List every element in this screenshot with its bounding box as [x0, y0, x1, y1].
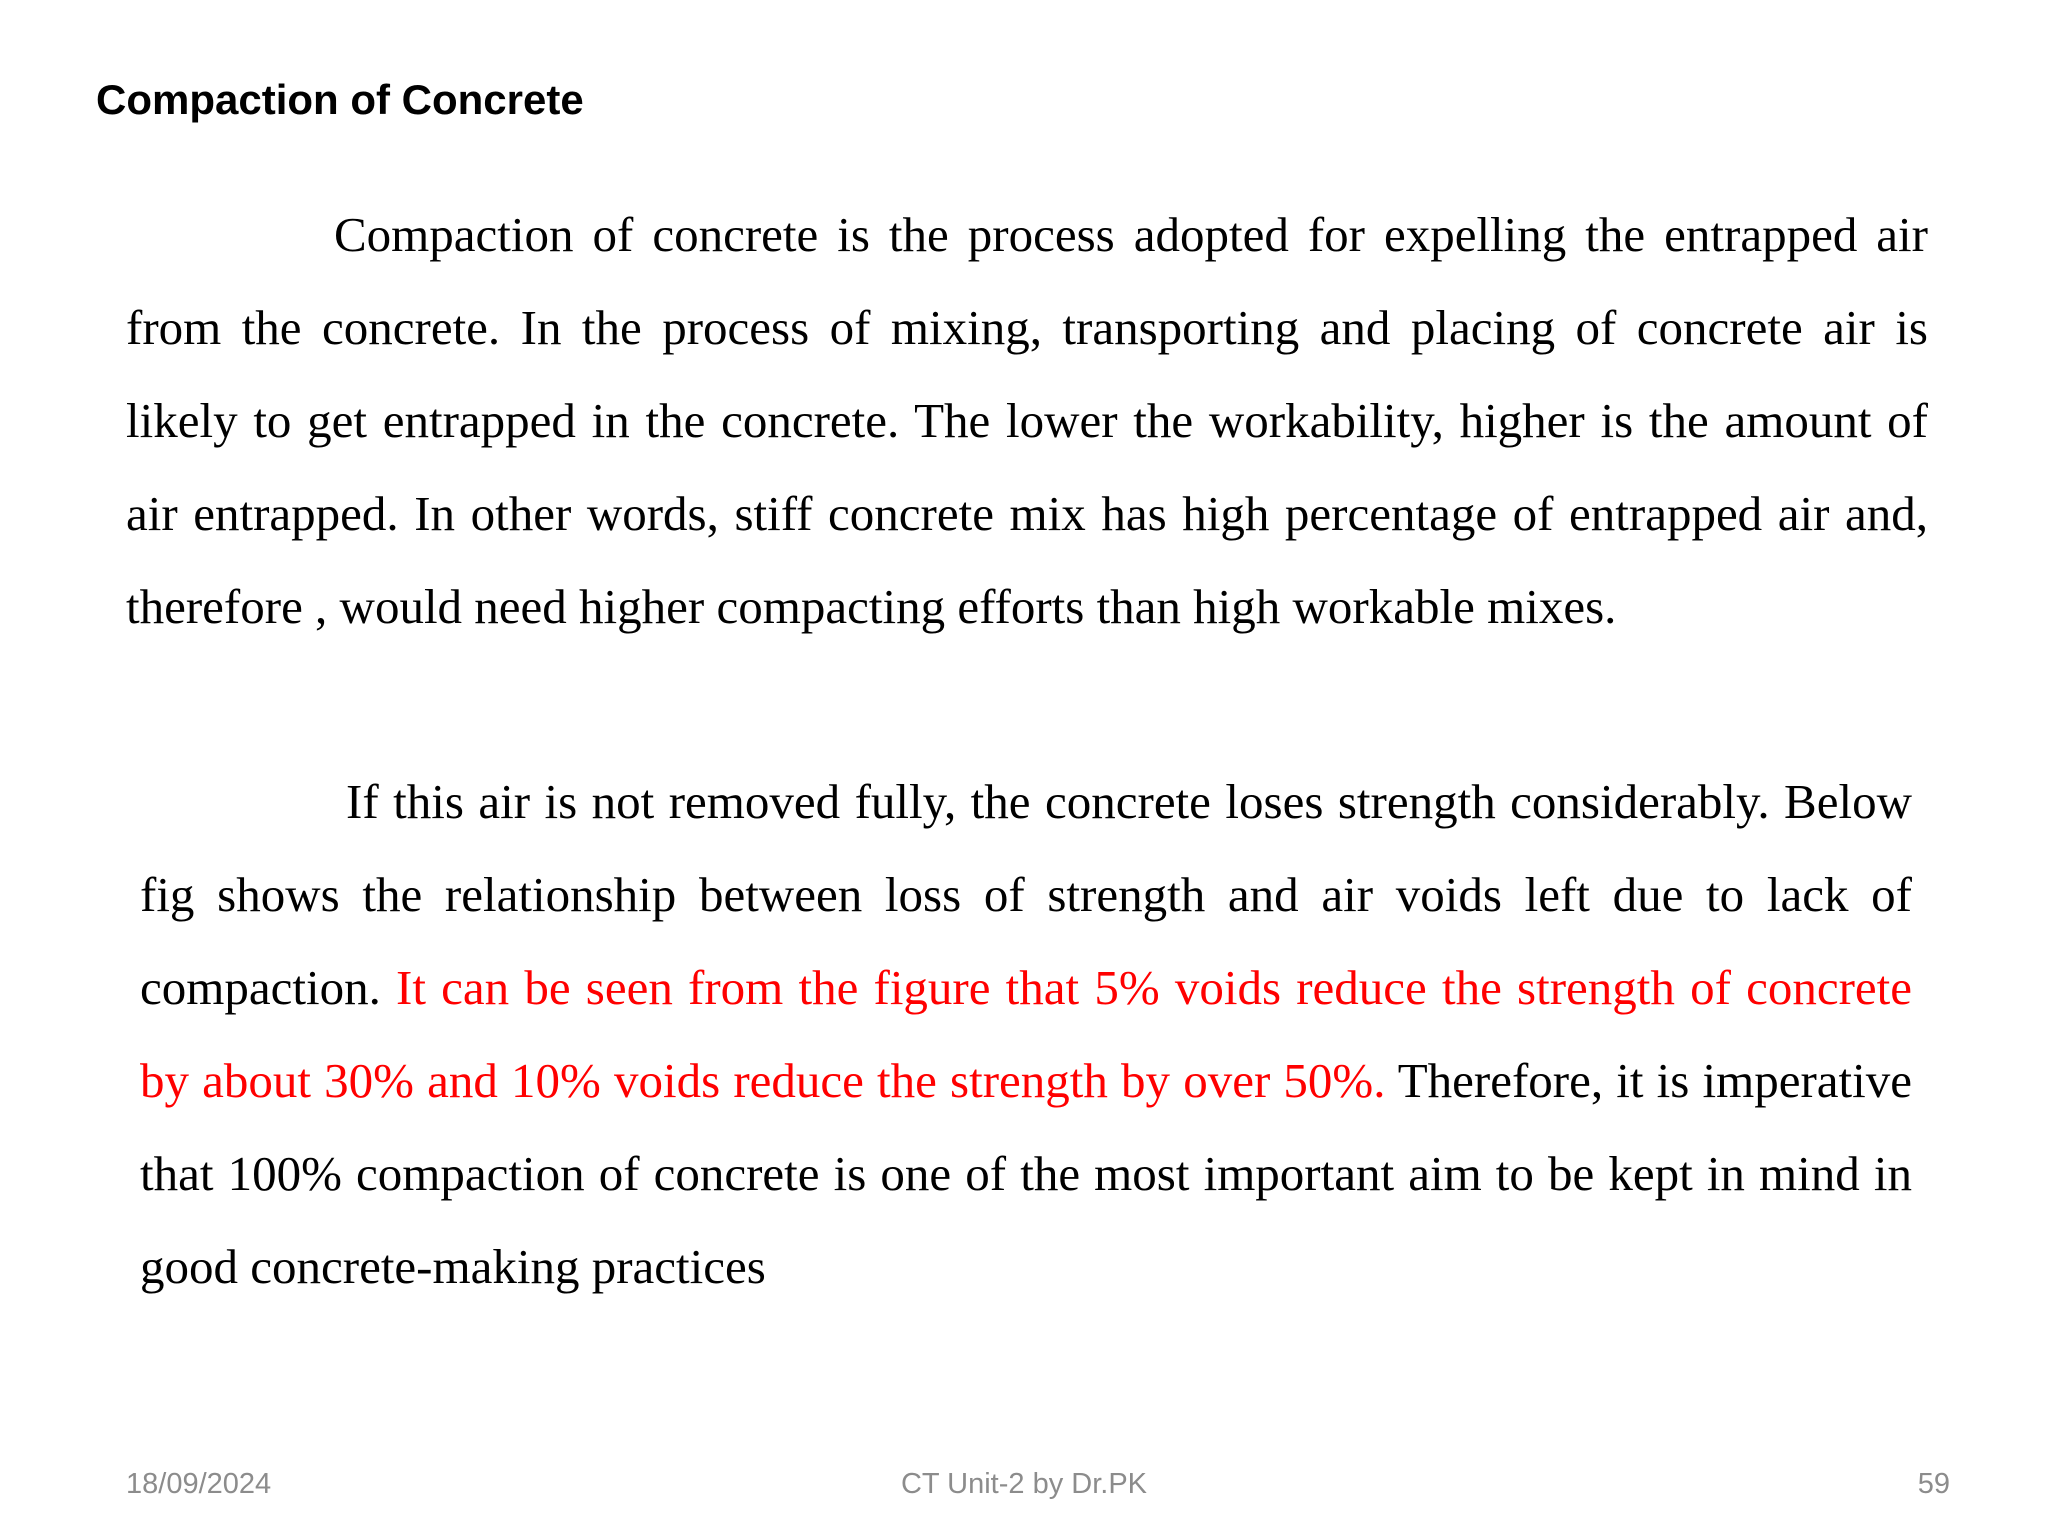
footer-course-label: CT Unit-2 by Dr.PK: [900, 1468, 1148, 1500]
paragraph-strength-loss-conclusion: Therefore, it is imperative that 100% compaction of concrete is one of the most important aim to be kept in mind in good concrete-making practices: [140, 1053, 1912, 1294]
paragraph-strength-loss: [140, 755, 1912, 1313]
paragraph-compaction-definition: Compaction of concrete is the process adopted for expelling the entrapped air from the concrete. In the process of mixing, transporting and placing of concrete air is likely to get entrapped in the concrete. The lower the workability, higher is the amount of air entrapped. In other words, stiff concrete mix has high percentage of entrapped air and, therefore , would need higher compacting efforts than high workable mixes.: [126, 207, 1928, 634]
footer-page-number: 59: [1917, 1468, 1950, 1500]
paragraph-strength-loss-highlight: It can be seen from the figure that 5% voids reduce the strength of concrete by about 30% and 10% voids reduce the strength by over 50%.: [140, 960, 1912, 1108]
footer-date: 18/09/2024: [126, 1468, 272, 1500]
slide-title: Compaction of Concrete: [96, 76, 584, 123]
paragraph-strength-loss-intro: If this air is not removed fully, the concrete loses strength considerably. Below fig shows the relationship between loss of strength and air voids left due to lack of compaction.: [140, 774, 1912, 1015]
